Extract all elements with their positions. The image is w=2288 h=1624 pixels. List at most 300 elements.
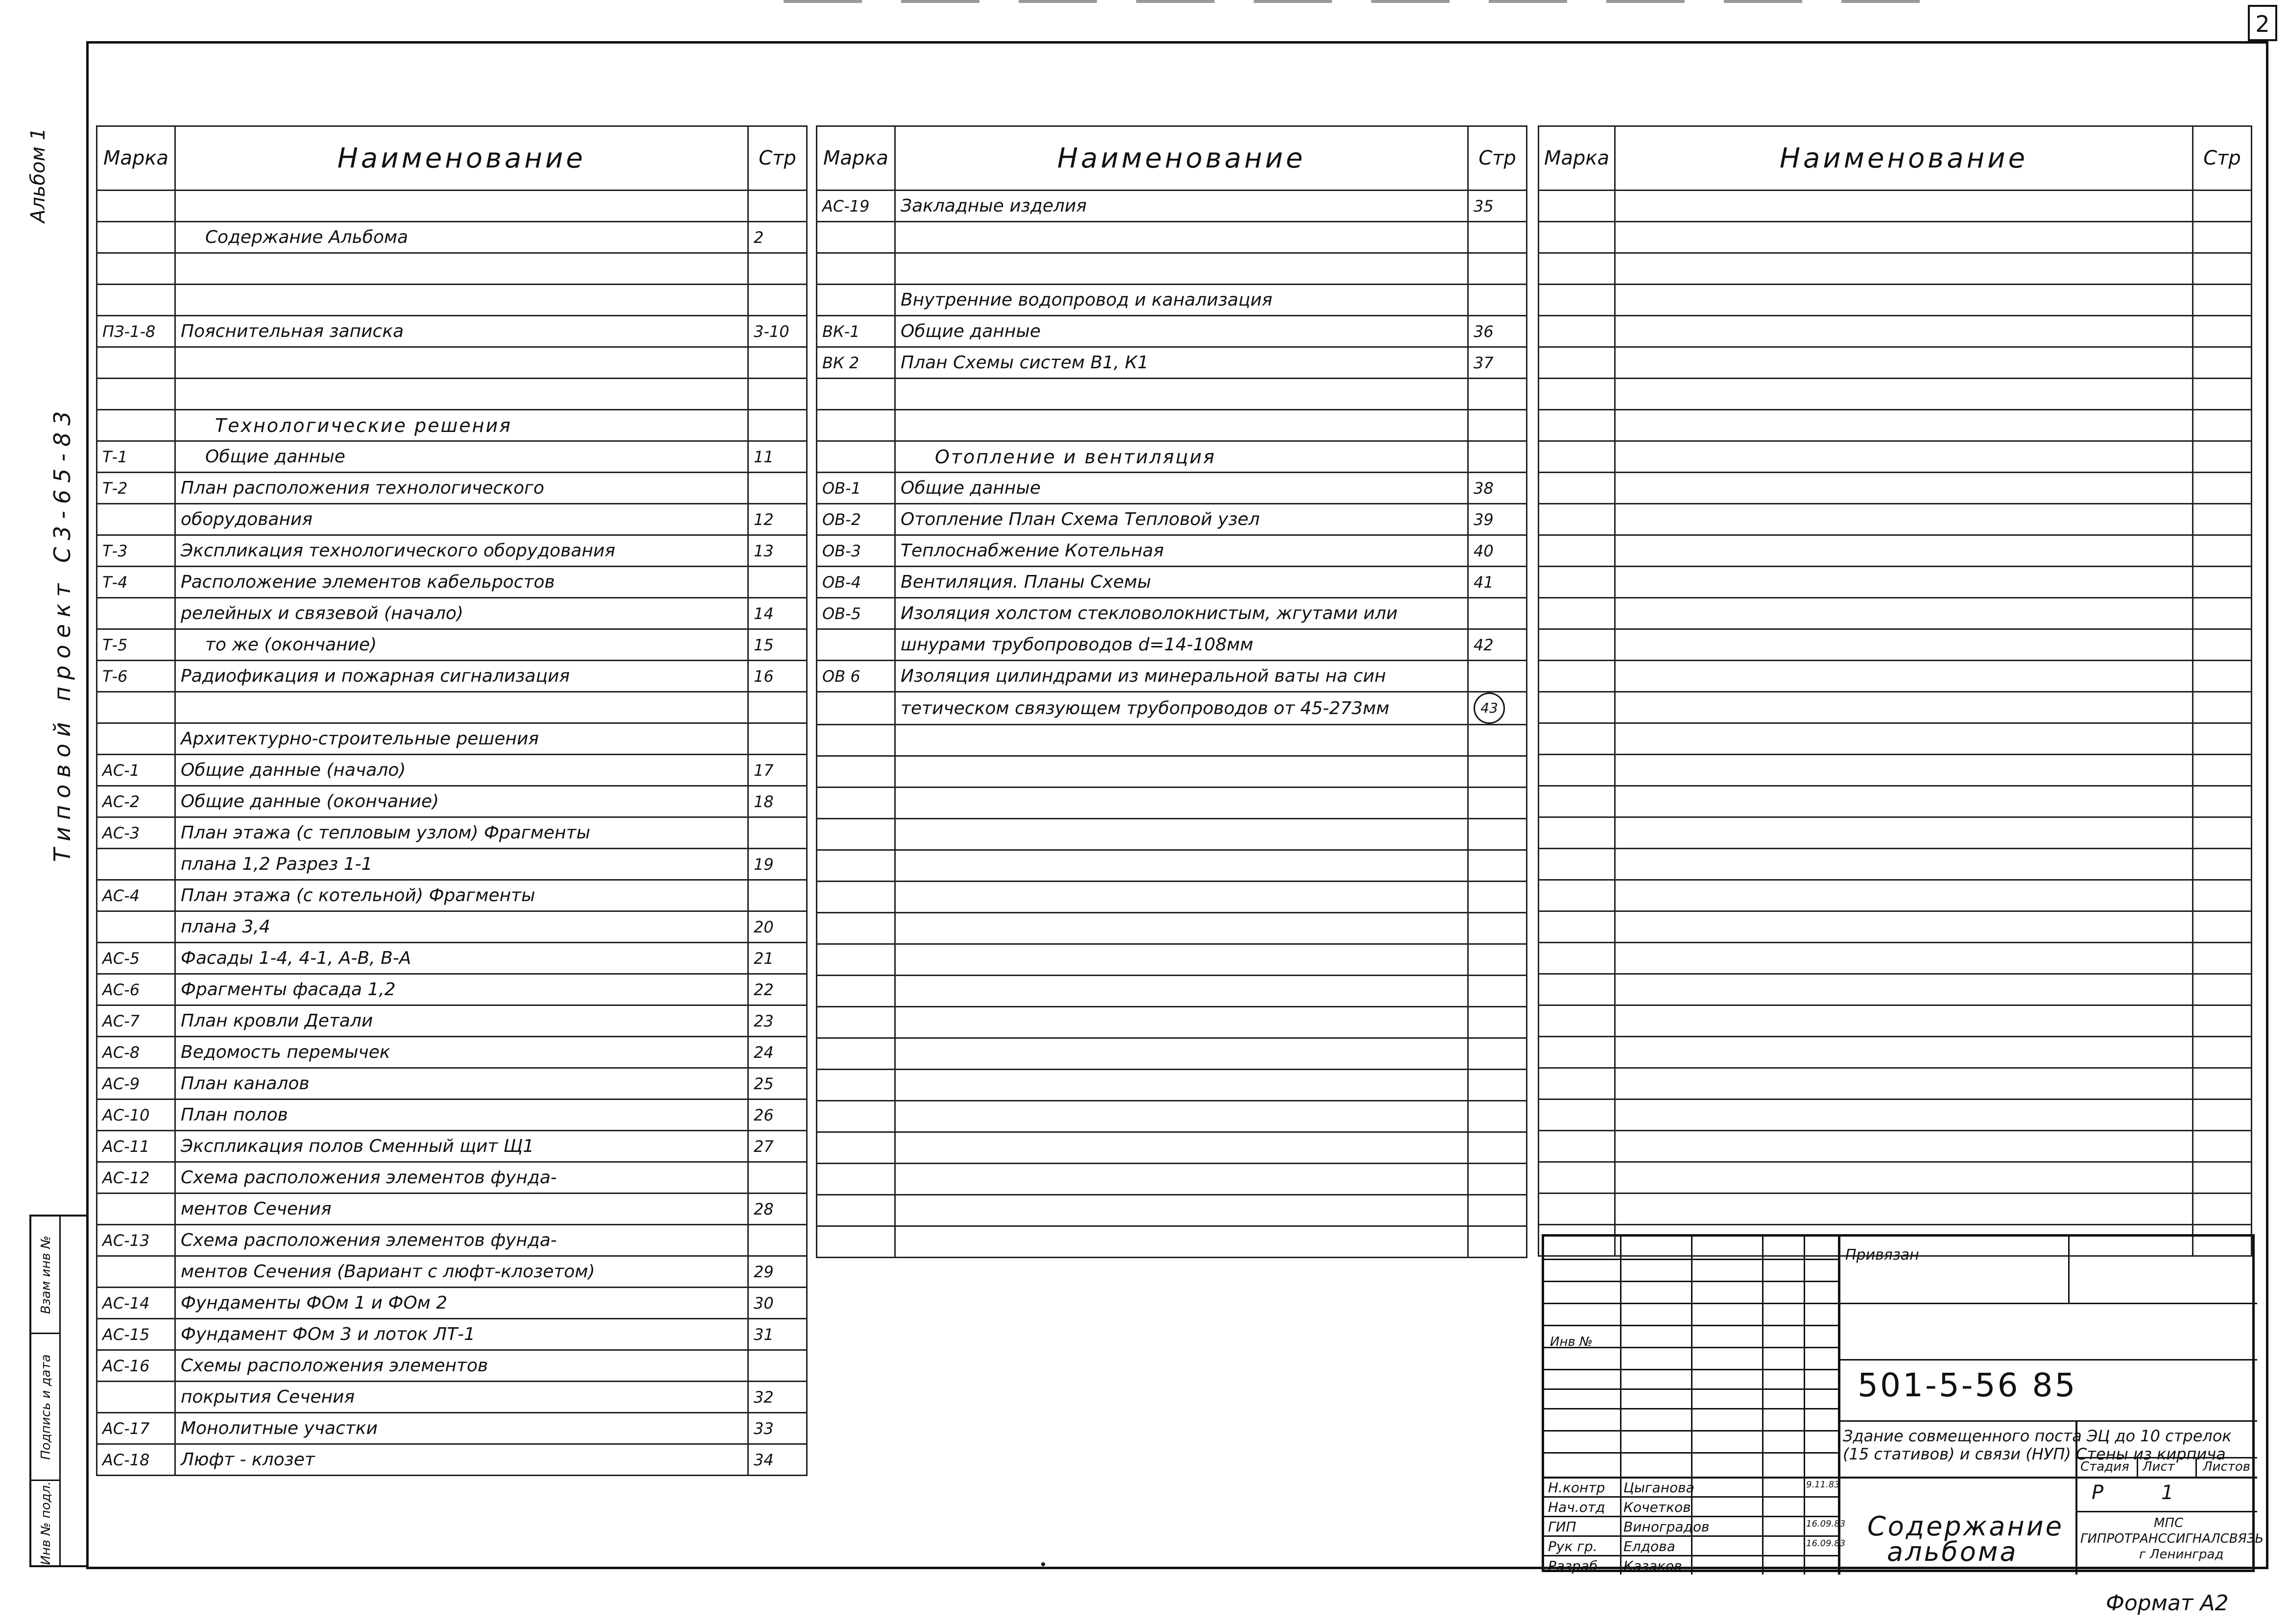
mark-cell: [817, 1226, 895, 1258]
name-cell: [1615, 1037, 2193, 1068]
page-cell: 36: [1468, 316, 1527, 347]
mark-cell: АС-6: [97, 974, 175, 1005]
table-row: [97, 692, 807, 723]
page-cell: 35: [1468, 191, 1527, 222]
name-cell: [1615, 535, 2193, 567]
name-cell: [895, 850, 1468, 882]
name-cell: Изоляция холстом стекловолокнистым, жгутами или: [895, 598, 1468, 629]
page-cell: 29: [748, 1256, 807, 1288]
mark-cell: [1539, 285, 1615, 316]
name-cell: Отопление и вентиляция: [895, 441, 1468, 473]
mark-cell: [817, 1007, 895, 1038]
table-row: [1539, 723, 2252, 755]
page-cell: [2193, 880, 2252, 911]
name-cell: Общие данные (начало): [175, 755, 748, 786]
page-cell: 24: [748, 1037, 807, 1068]
page-cell: [1468, 598, 1527, 629]
mark-cell: Т-6: [97, 661, 175, 692]
name-cell: Фрагменты фасада 1,2: [175, 974, 748, 1005]
table-row: [97, 1068, 807, 1099]
name-cell: [1615, 285, 2193, 316]
page-cell: 33: [748, 1413, 807, 1444]
page-cell: [748, 410, 807, 441]
table-row: [97, 598, 807, 629]
page-cell: 34: [748, 1444, 807, 1476]
name-cell: [1615, 1162, 2193, 1194]
name-cell: [1615, 629, 2193, 661]
page-cell: [2193, 974, 2252, 1005]
name-cell: Экспликация полов Сменный щит Щ1: [175, 1131, 748, 1162]
page-cell: [2193, 786, 2252, 817]
mark-cell: [1539, 880, 1615, 911]
name-cell: [1615, 880, 2193, 911]
table-row: [1539, 316, 2252, 347]
mark-cell: [97, 410, 175, 441]
format-label: Формат А2: [2106, 1591, 2229, 1616]
table-row: [97, 1382, 807, 1413]
mark-cell: ПЗ-1-8: [97, 316, 175, 347]
mark-cell: Т-3: [97, 535, 175, 567]
table-row: [1539, 222, 2252, 253]
mark-cell: [1539, 1068, 1615, 1099]
mark-cell: [97, 911, 175, 943]
table-header: [1539, 126, 2252, 191]
person-name: Кочетков: [1623, 1499, 1691, 1515]
page-cell: 21: [748, 943, 807, 974]
header-name: Наименование: [895, 126, 1468, 191]
page-cell: [2193, 1162, 2252, 1194]
mark-cell: [97, 598, 175, 629]
page-cell: [1468, 913, 1527, 944]
page-cell: 26: [748, 1099, 807, 1131]
project-label: Типовой проект С3-65-83: [49, 404, 75, 862]
mark-cell: [817, 285, 895, 316]
mark-cell: [1539, 911, 1615, 943]
name-cell: плана 1,2 Разрез 1-1: [175, 849, 748, 880]
mark-cell: [817, 1164, 895, 1195]
mark-cell: [97, 191, 175, 222]
sheet-title-line-1: Содержание: [1867, 1511, 2064, 1542]
page-cell: [1468, 222, 1527, 253]
name-cell: [1615, 817, 2193, 849]
page-cell: [2193, 629, 2252, 661]
person-name: Виноградов: [1623, 1519, 1710, 1535]
page-cell: [1468, 788, 1527, 819]
name-cell: [895, 1164, 1468, 1195]
page-cell: [1468, 441, 1527, 473]
page-cell: [1468, 1070, 1527, 1101]
table-row: [97, 974, 807, 1005]
table-row: [97, 379, 807, 410]
page-cell: [2193, 410, 2252, 441]
table-row: [817, 850, 1527, 882]
person-date: 9.11.83: [1806, 1480, 1840, 1490]
org-line-3: г Ленинград: [2139, 1547, 2224, 1562]
mark-cell: [817, 882, 895, 913]
mark-cell: ОВ-1: [817, 473, 895, 504]
table-row: [817, 913, 1527, 944]
binding-cell-podpis: Подпись и дата: [31, 1334, 61, 1481]
name-cell: План этажа (с тепловым узлом) Фрагменты: [175, 817, 748, 849]
name-cell: [175, 692, 748, 723]
page-cell: [2193, 191, 2252, 222]
mark-cell: АС-10: [97, 1099, 175, 1131]
table-row: [1539, 786, 2252, 817]
name-cell: [895, 788, 1468, 819]
table-row: [817, 441, 1527, 473]
name-cell: [1615, 1005, 2193, 1037]
page-cell: 40: [1468, 535, 1527, 567]
table-row: [97, 1162, 807, 1194]
name-cell: Вентиляция. Планы Схемы: [895, 567, 1468, 598]
page-cell: [2193, 285, 2252, 316]
name-cell: План кровли Детали: [175, 1005, 748, 1037]
description-line-1: Здание совмещенного поста ЭЦ до 10 стрелок: [1843, 1427, 2232, 1445]
mark-cell: [817, 976, 895, 1007]
page-cell: [748, 473, 807, 504]
contents-table-1: [96, 125, 808, 1476]
page-cell: [2193, 723, 2252, 755]
name-cell: [1615, 911, 2193, 943]
mark-cell: АС-5: [97, 943, 175, 974]
table-row: [817, 692, 1527, 725]
table-row: [97, 441, 807, 473]
inv-no-label: Инв №: [1550, 1335, 1593, 1349]
table-row: [97, 1288, 807, 1319]
binding-cell-inv: Инв № подл.: [39, 1481, 53, 1565]
table-row: [1539, 285, 2252, 316]
page-cell: [748, 723, 807, 755]
table-row: [1539, 1131, 2252, 1162]
name-cell: План этажа (с котельной) Фрагменты: [175, 880, 748, 911]
mark-cell: [1539, 1037, 1615, 1068]
name-cell: Фасады 1-4, 4-1, А-В, В-А: [175, 943, 748, 974]
stage-value: Р: [2092, 1481, 2104, 1504]
header-page: Стр: [2193, 126, 2252, 191]
table-row: [97, 1256, 807, 1288]
name-cell: [895, 379, 1468, 410]
name-cell: Фундамент ФОм 3 и лоток ЛТ-1: [175, 1319, 748, 1350]
page-cell: 22: [748, 974, 807, 1005]
table-row: [97, 535, 807, 567]
page-cell: [748, 379, 807, 410]
mark-cell: [97, 692, 175, 723]
mark-cell: АС-14: [97, 1288, 175, 1319]
page-cell: [748, 347, 807, 379]
table-row: [97, 786, 807, 817]
page-cell: 16: [748, 661, 807, 692]
person-name: Елдова: [1623, 1538, 1675, 1554]
circled-page-number: 43: [1474, 693, 1505, 724]
page-cell: [2193, 1068, 2252, 1099]
name-cell: [1615, 410, 2193, 441]
page-cell: [1468, 944, 1527, 976]
mark-cell: ОВ 6: [817, 661, 895, 692]
name-cell: [175, 253, 748, 285]
table-row: [817, 504, 1527, 535]
name-cell: [895, 410, 1468, 441]
table-row: [817, 1164, 1527, 1195]
table-row: [97, 1037, 807, 1068]
mark-cell: Т-4: [97, 567, 175, 598]
name-cell: [1615, 1131, 2193, 1162]
name-cell: релейных и связевой (начало): [175, 598, 748, 629]
table-row: [1539, 974, 2252, 1005]
name-cell: [1615, 786, 2193, 817]
center-dot: [1041, 1562, 1045, 1566]
table-row: [97, 1194, 807, 1225]
mark-cell: [1539, 849, 1615, 880]
table-row: [1539, 473, 2252, 504]
binding-strip: [29, 1215, 88, 1567]
mark-cell: АС-3: [97, 817, 175, 849]
table-row: [817, 253, 1527, 285]
name-cell: Схема расположения элементов фунда-: [175, 1162, 748, 1194]
mark-cell: АС-8: [97, 1037, 175, 1068]
sheet-label: Лист: [2143, 1459, 2175, 1474]
mark-cell: [97, 285, 175, 316]
mark-cell: ОВ-4: [817, 567, 895, 598]
name-cell: [895, 222, 1468, 253]
sheets-label: Листов: [2203, 1459, 2251, 1474]
page-cell: [2193, 316, 2252, 347]
table-row: [1539, 504, 2252, 535]
table-row: [817, 629, 1527, 661]
page-cell: [1468, 1195, 1527, 1226]
table-row: [1539, 1037, 2252, 1068]
mark-cell: Т-2: [97, 473, 175, 504]
name-cell: Люфт - клозет: [175, 1444, 748, 1476]
name-cell: [1615, 661, 2193, 692]
mark-cell: ВК 2: [817, 347, 895, 379]
table-row: [1539, 661, 2252, 692]
name-cell: [895, 913, 1468, 944]
mark-cell: АС-17: [97, 1413, 175, 1444]
table-row: [97, 347, 807, 379]
mark-cell: [1539, 316, 1615, 347]
table-row: [97, 755, 807, 786]
page-cell: [1468, 410, 1527, 441]
table-row: [97, 849, 807, 880]
stage-label: Стадия: [2080, 1459, 2129, 1474]
name-cell: [895, 253, 1468, 285]
table-row: [817, 944, 1527, 976]
page-cell: [1468, 1038, 1527, 1070]
mark-cell: ВК-1: [817, 316, 895, 347]
name-cell: Общие данные (окончание): [175, 786, 748, 817]
name-cell: [1615, 191, 2193, 222]
name-cell: План Схемы систем В1, К1: [895, 347, 1468, 379]
name-cell: [1615, 755, 2193, 786]
table-row: [97, 222, 807, 253]
mark-cell: [97, 1256, 175, 1288]
mark-cell: АС-4: [97, 880, 175, 911]
name-cell: [895, 976, 1468, 1007]
page-cell: [2193, 504, 2252, 535]
page-cell: [1468, 285, 1527, 316]
mark-cell: [817, 629, 895, 661]
table-row: [97, 285, 807, 316]
page-cell: [1468, 1226, 1527, 1258]
page-cell: 41: [1468, 567, 1527, 598]
person-role: Нач.отд: [1548, 1499, 1605, 1515]
sheet-number: 2: [2255, 11, 2270, 37]
page-cell: [2193, 535, 2252, 567]
page-cell: [748, 1350, 807, 1382]
mark-cell: [97, 1382, 175, 1413]
name-cell: [1615, 598, 2193, 629]
mark-cell: [1539, 692, 1615, 723]
name-cell: [1615, 943, 2193, 974]
mark-cell: [1539, 379, 1615, 410]
mark-cell: [97, 849, 175, 880]
page-cell: [2193, 1099, 2252, 1131]
mark-cell: ОВ-2: [817, 504, 895, 535]
mark-cell: [1539, 817, 1615, 849]
page-cell: [1468, 253, 1527, 285]
name-cell: [895, 1132, 1468, 1164]
page-cell: [748, 1225, 807, 1256]
page-cell: [1468, 692, 1527, 725]
table-row: [1539, 629, 2252, 661]
page-cell: [1468, 882, 1527, 913]
mark-cell: АС-13: [97, 1225, 175, 1256]
name-cell: Экспликация технологического оборудования: [175, 535, 748, 567]
name-cell: [1615, 222, 2193, 253]
mark-cell: [817, 913, 895, 944]
name-cell: [895, 1038, 1468, 1070]
name-cell: покрытия Сечения: [175, 1382, 748, 1413]
page-cell: [2193, 567, 2252, 598]
page-cell: [2193, 598, 2252, 629]
mark-cell: [97, 379, 175, 410]
page-cell: 18: [748, 786, 807, 817]
page-cell: [748, 253, 807, 285]
page-cell: 37: [1468, 347, 1527, 379]
binding-col-left: [31, 1217, 61, 1565]
table-row: [1539, 943, 2252, 974]
mark-cell: [1539, 598, 1615, 629]
mark-cell: [817, 379, 895, 410]
name-cell: План каналов: [175, 1068, 748, 1099]
name-cell: Радиофикация и пожарная сигнализация: [175, 661, 748, 692]
page-cell: [1468, 661, 1527, 692]
table-row: [97, 253, 807, 285]
table-row: [97, 504, 807, 535]
page-cell: 23: [748, 1005, 807, 1037]
table-row: [97, 410, 807, 441]
mark-cell: [817, 819, 895, 850]
mark-cell: [1539, 441, 1615, 473]
mark-cell: [817, 1101, 895, 1132]
name-cell: [895, 882, 1468, 913]
table-row: [817, 1038, 1527, 1070]
sheet-value: 1: [2161, 1481, 2174, 1504]
page-cell: [1468, 976, 1527, 1007]
name-cell: [1615, 1194, 2193, 1225]
table-row: [97, 1413, 807, 1444]
mark-cell: [1539, 943, 1615, 974]
table-row: [817, 473, 1527, 504]
page-cell: 32: [748, 1382, 807, 1413]
table-row: [817, 725, 1527, 756]
header-mark: Марка: [817, 126, 895, 191]
mark-cell: [1539, 222, 1615, 253]
person-role: Разраб: [1548, 1558, 1598, 1574]
page-cell: [1468, 1132, 1527, 1164]
table-row: [1539, 410, 2252, 441]
name-cell: Общие данные: [895, 473, 1468, 504]
header-mark: Марка: [97, 126, 175, 191]
page-cell: [1468, 1007, 1527, 1038]
mark-cell: АС-1: [97, 755, 175, 786]
mark-cell: [817, 944, 895, 976]
name-cell: ментов Сечения (Вариант с люфт-клозетом): [175, 1256, 748, 1288]
table-row: [817, 285, 1527, 316]
page-cell: [748, 285, 807, 316]
page-cell: [1468, 725, 1527, 756]
mark-cell: [817, 1070, 895, 1101]
name-cell: [895, 1070, 1468, 1101]
table-row: [817, 661, 1527, 692]
name-cell: Схема расположения элементов фунда-: [175, 1225, 748, 1256]
table-row: [817, 788, 1527, 819]
name-cell: Ведомость перемычек: [175, 1037, 748, 1068]
table-row: [97, 911, 807, 943]
page-cell: [2193, 817, 2252, 849]
page-cell: [2193, 849, 2252, 880]
header-page: Стр: [1468, 126, 1527, 191]
mark-cell: [817, 756, 895, 788]
page-cell: 30: [748, 1288, 807, 1319]
mark-cell: [1539, 473, 1615, 504]
name-cell: [895, 756, 1468, 788]
table-row: [817, 191, 1527, 222]
table-row: [1539, 817, 2252, 849]
table-row: [97, 880, 807, 911]
table-row: [817, 1070, 1527, 1101]
name-cell: [1615, 567, 2193, 598]
page-cell: 12: [748, 504, 807, 535]
mark-cell: ОВ-5: [817, 598, 895, 629]
name-cell: План расположения технологического: [175, 473, 748, 504]
page-cell: [1468, 756, 1527, 788]
description-line-2: (15 стативов) и связи (НУП) Стены из кирпича: [1843, 1445, 2226, 1463]
name-cell: [1615, 473, 2193, 504]
person-name: Казаков: [1623, 1558, 1682, 1574]
page-cell: [2193, 222, 2252, 253]
mark-cell: [817, 253, 895, 285]
page-cell: [2193, 1005, 2252, 1037]
title-block: [1542, 1234, 2264, 1574]
page-cell: 11: [748, 441, 807, 473]
page-cell: 15: [748, 629, 807, 661]
page-cell: [1468, 1101, 1527, 1132]
mark-cell: [97, 253, 175, 285]
mark-cell: [817, 410, 895, 441]
name-cell: Внутренние водопровод и канализация: [895, 285, 1468, 316]
table-row: [817, 756, 1527, 788]
table-row: [97, 1005, 807, 1037]
table-row: [1539, 880, 2252, 911]
table-row: [1539, 567, 2252, 598]
table-row: [817, 222, 1527, 253]
table-row: [1539, 755, 2252, 786]
mark-cell: [1539, 1194, 1615, 1225]
table-row: [817, 316, 1527, 347]
name-cell: [895, 1195, 1468, 1226]
page-cell: 19: [748, 849, 807, 880]
